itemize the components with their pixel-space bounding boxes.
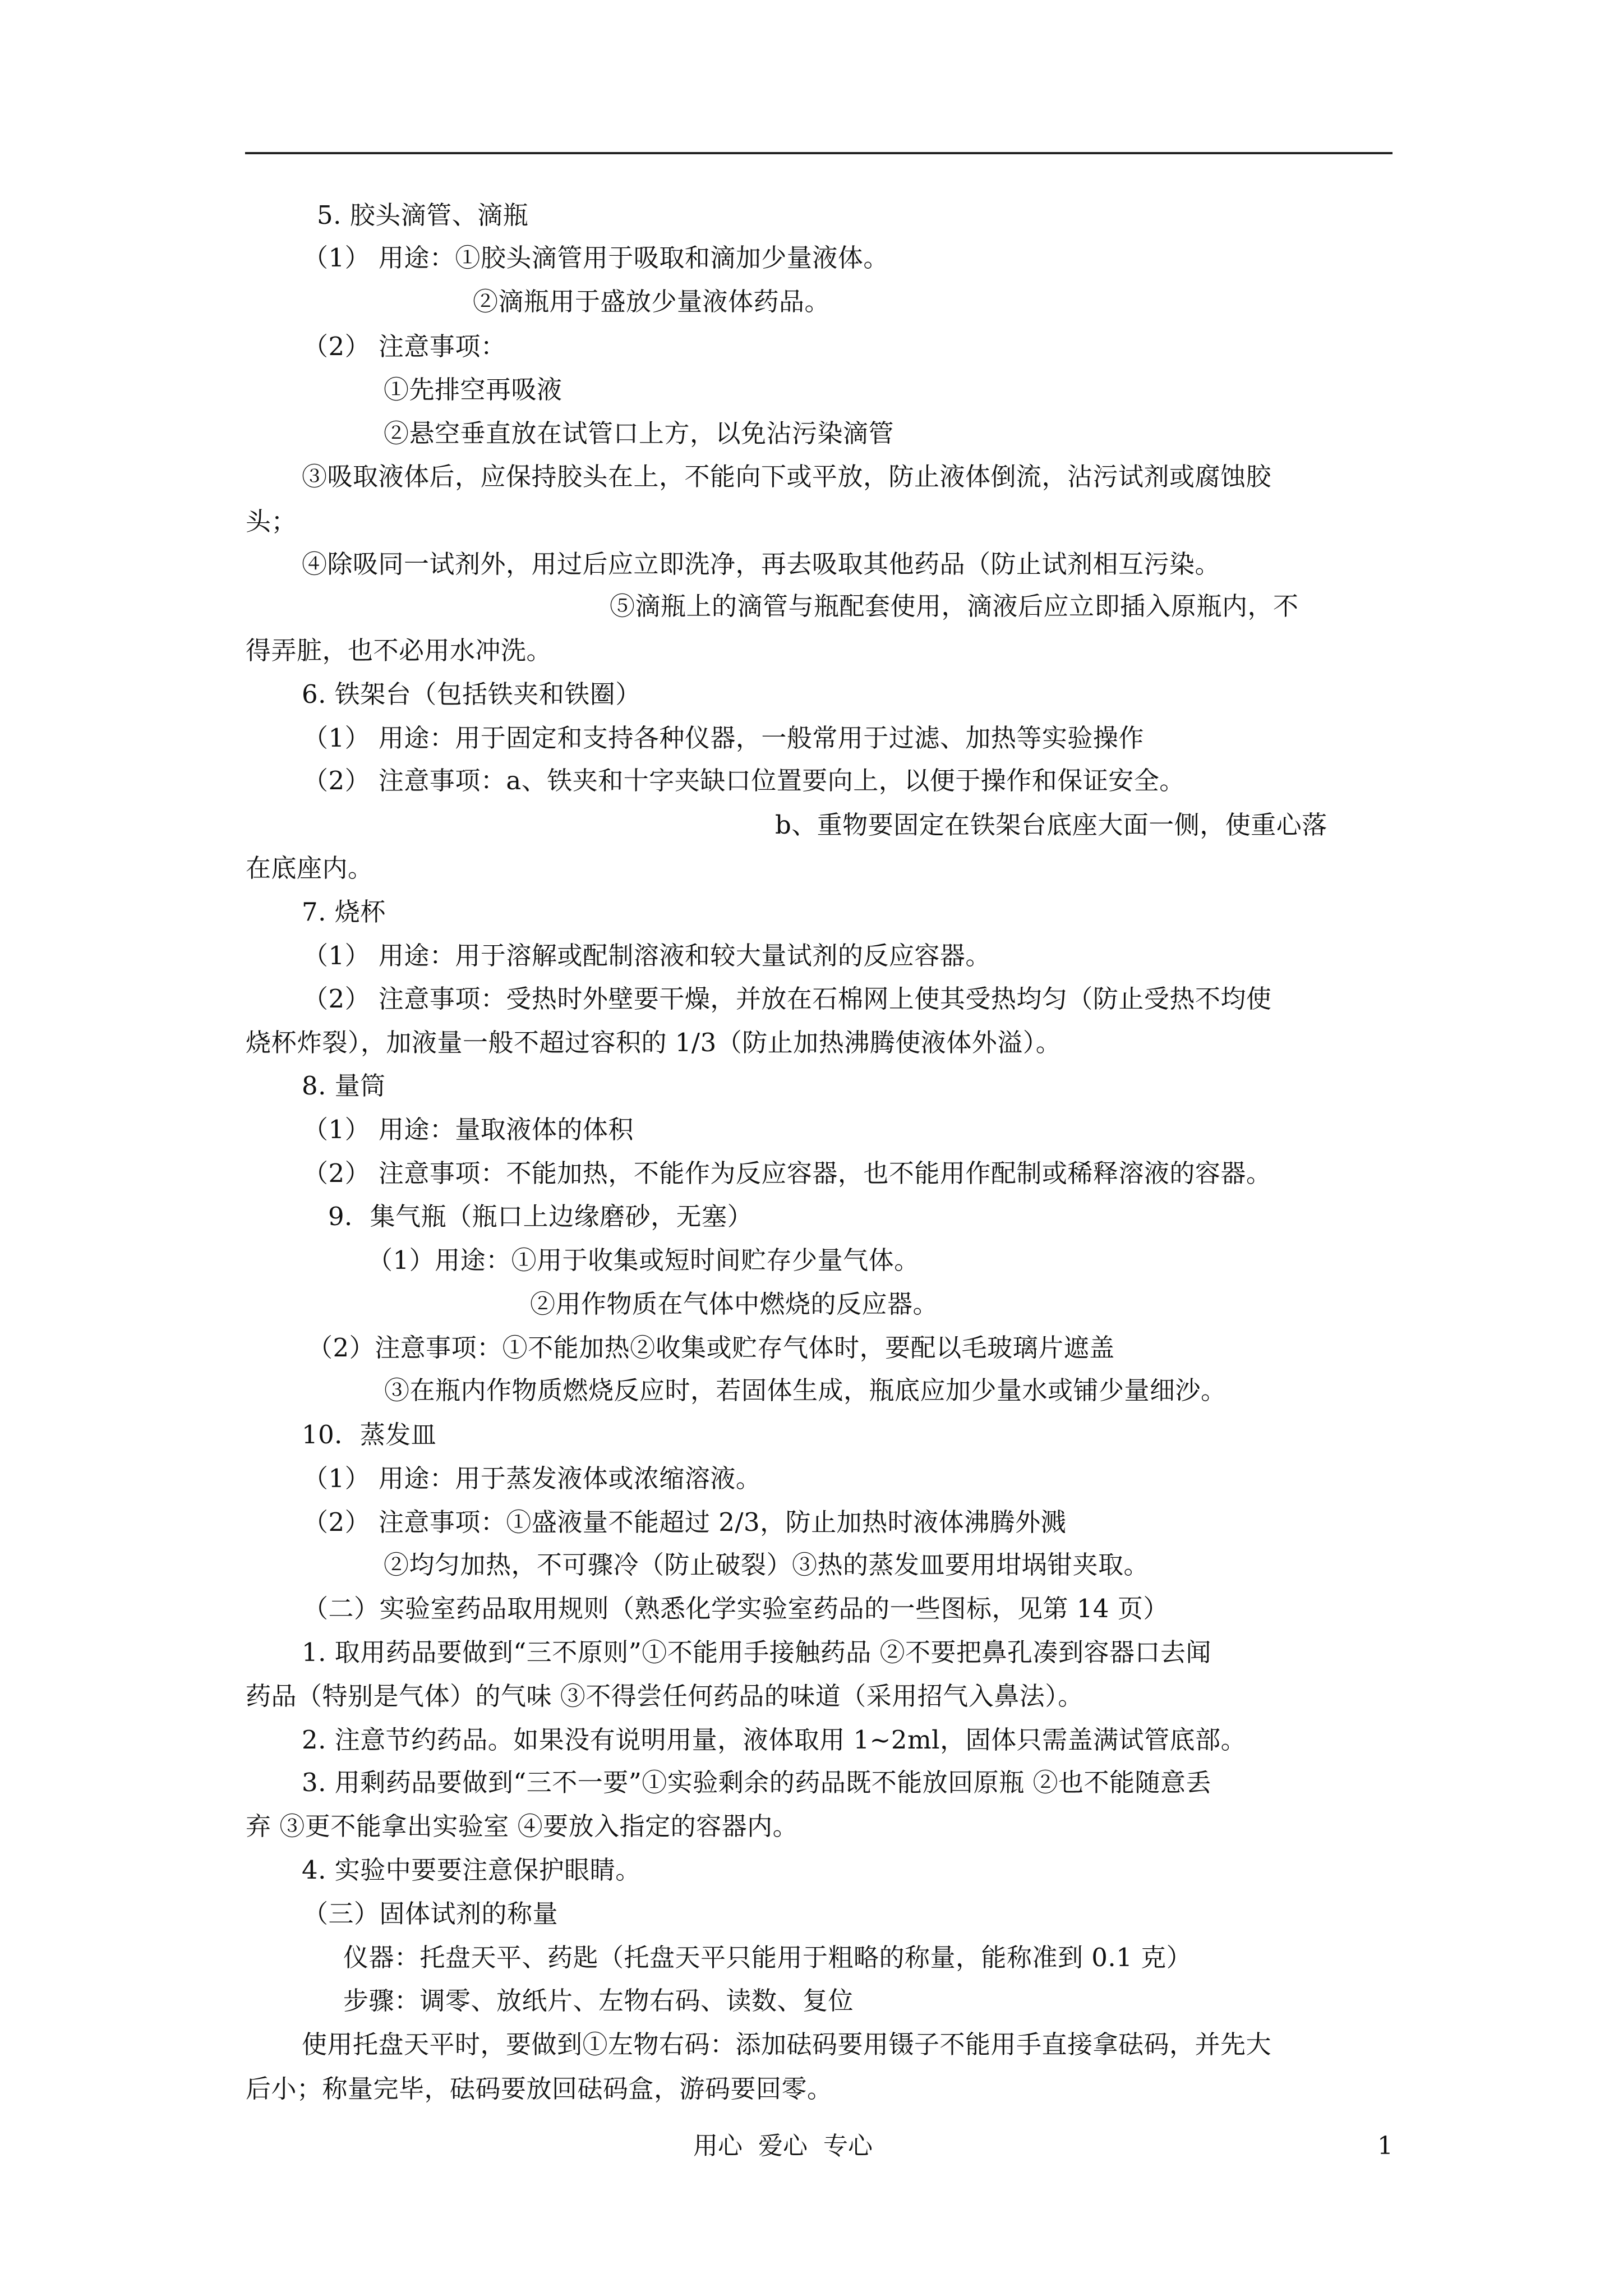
text-line: （1） 用途：①胶头滴管用于吸取和滴加少量液体。 [303, 243, 889, 273]
text-line: （1） 用途：用于溶解或配制溶液和较大量试剂的反应容器。 [303, 941, 991, 970]
footer-motto: 用心 爱心 专心 [693, 2132, 873, 2160]
text-line: （1） 用途：用于固定和支持各种仪器，一般常用于过滤、加热等实验操作 [303, 723, 1144, 753]
section-heading-weighing: （三）固体试剂的称量 [303, 1899, 559, 1929]
text-line: 仪器：托盘天平、药匙（托盘天平只能用于粗略的称量，能称准到 0.1 克） [343, 1943, 1192, 1972]
text-line: ③吸取液体后，应保持胶头在上，不能向下或平放，防止液体倒流，沾污试剂或腐蚀胶 [302, 462, 1272, 491]
text-line: 1. 取用药品要做到“三不原则”①不能用手接触药品 ②不要把鼻孔凑到容器口去闻 [302, 1637, 1212, 1667]
text-line: （1） 用途：用于蒸发液体或浓缩溶液。 [303, 1464, 762, 1493]
text-line: 2. 注意节约药品。如果没有说明用量，液体取用 1~2ml，固体只需盖满试管底部。 [302, 1725, 1247, 1755]
section-heading-beaker: 7. 烧杯 [302, 897, 386, 927]
text-line: （2）注意事项：①不能加热②收集或贮存气体时，要配以毛玻璃片遮盖 [307, 1333, 1115, 1363]
text-line: 使用托盘天平时，要做到①左物右码：添加砝码要用镊子不能用手直接拿砝码，并先大 [302, 2030, 1272, 2059]
text-line: ③在瓶内作物质燃烧反应时，若固体生成，瓶底应加少量水或铺少量细沙。 [384, 1375, 1227, 1405]
text-line: （2） 注意事项：受热时外壁要干燥，并放在石棉网上使其受热均匀（防止受热不均使 [303, 984, 1272, 1014]
page-number: 1 [1377, 2132, 1393, 2160]
text-line: ①先排空再吸液 [384, 375, 562, 404]
text-line: ②均匀加热，不可骤冷（防止破裂）③热的蒸发皿要用坩埚钳夹取。 [384, 1550, 1150, 1580]
section-heading-gas-jar: 9．集气瓶（瓶口上边缘磨砂，无塞） [328, 1202, 753, 1231]
text-line: （2） 注意事项：a、铁夹和十字夹缺口位置要向上，以便于操作和保证安全。 [303, 766, 1185, 795]
text-line: ②悬空垂直放在试管口上方，以免沾污染滴管 [384, 418, 895, 448]
text-line: ②用作物质在气体中燃烧的反应器。 [530, 1289, 939, 1319]
section-heading-graduated-cylinder: 8. 量筒 [302, 1071, 386, 1101]
text-line: 烧杯炸裂），加液量一般不超过容积的 1/3（防止加热沸腾使液体外溢）。 [246, 1028, 1062, 1057]
text-line: （1） 用途：量取液体的体积 [303, 1115, 634, 1144]
text-line: （2） 注意事项：不能加热，不能作为反应容器，也不能用作配制或稀释溶液的容器。 [303, 1158, 1272, 1188]
text-line: 弃 ③更不能拿出实验室 ④要放入指定的容器内。 [246, 1811, 799, 1841]
text-line: （2） 注意事项：①盛液量不能超过 2/3，防止加热时液体沸腾外溅 [303, 1507, 1067, 1537]
text-line: b、重物要固定在铁架台底座大面一侧，使重心落 [775, 810, 1327, 840]
text-line: （2） 注意事项： [303, 332, 506, 361]
section-heading-evaporating-dish: 10．蒸发皿 [302, 1420, 437, 1450]
text-line: ②滴瓶用于盛放少量液体药品。 [473, 287, 831, 316]
text-line: 在底座内。 [246, 853, 374, 883]
text-line: 步骤：调零、放纸片、左物右码、读数、复位 [343, 1986, 854, 2016]
text-line: ④除吸同一试剂外，用过后应立即洗净，再去吸取其他药品（防止试剂相互污染。 [302, 549, 1221, 579]
section-heading-iron-stand: 6. 铁架台（包括铁夹和铁圈） [302, 679, 641, 709]
text-line: 4. 实验中要要注意保护眼睛。 [302, 1855, 641, 1885]
text-line: 头； [246, 507, 297, 536]
section-heading-dropper: 5. 胶头滴管、滴瓶 [317, 200, 529, 230]
text-line: （1）用途：①用于收集或短时间贮存少量气体。 [367, 1245, 920, 1275]
text-line: 得弄脏，也不必用水冲洗。 [246, 636, 552, 665]
text-line: 3. 用剩药品要做到“三不一要”①实验剩余的药品既不能放回原瓶 ②也不能随意丢 [302, 1768, 1212, 1797]
text-line: 药品（特别是气体）的气味 ③不得尝任何药品的味道（采用招气入鼻法）。 [246, 1681, 1083, 1711]
text-line: 后小；称量完毕，砝码要放回砝码盒，游码要回零。 [246, 2074, 833, 2104]
text-line: ⑤滴瓶上的滴管与瓶配套使用，滴液后应立即插入原瓶内，不 [610, 591, 1299, 621]
section-heading-drug-rules: （二）实验室药品取用规则（熟悉化学实验室药品的一些图标，见第 14 页） [303, 1594, 1169, 1623]
